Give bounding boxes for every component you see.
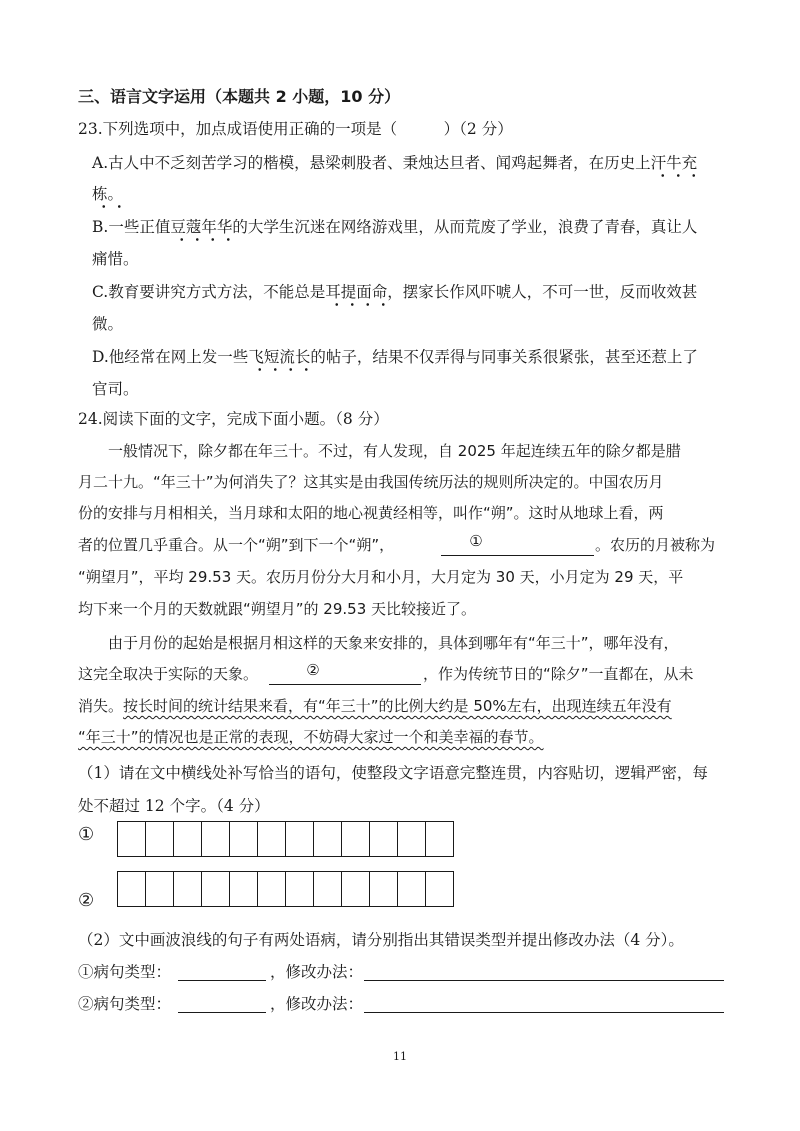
grid-cell[interactable] (230, 872, 258, 906)
answer-1-fix-label: ，修改办法： (270, 963, 364, 981)
answer-1-num: ① (78, 963, 94, 981)
grid-cell[interactable] (118, 822, 146, 856)
grid-cell[interactable] (398, 822, 426, 856)
option-a-idiom-end: 栋。 (92, 185, 124, 203)
passage-p1-line5: “朔望月”，平均 29.53 天。农历月份分大月和小月，大月定为 30 天，小月定为 29 天，平 (78, 568, 684, 586)
option-a-text: A.古人中不乏刻苦学习的楷模，悬梁刺股者、秉烛达旦者、闻鸡起舞者，在历史上 (92, 154, 651, 172)
option-d-line1: D.他经常在网上发一些飞短流长的帖子，结果不仅弄得与同事关系很紧张，甚至还惹上了 (92, 348, 698, 366)
blank-1-label: ① (469, 532, 483, 550)
grid-cell[interactable] (258, 872, 286, 906)
answer-2-fix-label: ，修改办法： (270, 995, 364, 1013)
option-b-idiom: 豆蔻年华 (170, 218, 233, 236)
passage-p1-line3: 份的安排与月相相关，当月球和太阳的地心视黄经相等，叫作“朔”。这时从地球上看，两 (78, 504, 664, 522)
option-d-idiom: 飞短流长 (248, 348, 311, 366)
option-d-line2: 官司。 (92, 380, 139, 398)
grid-cell[interactable] (314, 872, 342, 906)
question-24-stem: 24.阅读下面的文字，完成下面小题。（8 分） (78, 410, 389, 428)
option-c-idiom: 耳提面命 (325, 283, 388, 301)
answer-grid-1[interactable] (117, 821, 454, 857)
option-a-line2 (92, 183, 123, 205)
grid-cell[interactable] (342, 822, 370, 856)
passage-p1-line2: 月二十九。“年三十”为何消失了？这其实是由我国传统历法的规则所决定的。中国农历月 (78, 473, 664, 491)
grid-cell[interactable] (426, 822, 454, 856)
sub-question-1-line1: （1）请在文中横线处补写恰当的语句，使整段文字语意完整连贯，内容贴切，逻辑严密，每 (78, 764, 708, 782)
option-b-line1: B.一些正值豆蔻年华的大学生沉迷在网络游戏里，从而荒废了学业，浪费了青春，真让人 (92, 218, 698, 236)
grid-cell[interactable] (258, 822, 286, 856)
grid-1-label: ① (78, 824, 95, 845)
wavy-sentence-part1: 按长时间的统计结果来看，有“年三十”的比例大约是 50%左右，出现连续五年没有 (123, 697, 672, 715)
answer-row-1 (78, 961, 171, 983)
answer-1-fix-blank[interactable] (364, 980, 724, 981)
option-a-idiom: 汗牛充 (650, 154, 698, 172)
section-title: 三、语言文字运用（本题共 2 小题，10 分） (78, 87, 401, 106)
answer-2-fix-blank[interactable] (364, 1012, 724, 1013)
grid-cell[interactable] (118, 872, 146, 906)
grid-cell[interactable] (286, 822, 314, 856)
passage-p2-line3: 消失。按长时间的统计结果来看，有“年三十”的比例大约是 50%左右，出现连续五年没有 (78, 697, 672, 715)
option-b-line2: 痛惜。 (92, 250, 139, 268)
grid-cell[interactable] (426, 872, 454, 906)
passage-p2-line4 (78, 726, 544, 748)
sub-question-1-line2: 处不超过 12 个字。（4 分） (78, 797, 270, 815)
grid-cell[interactable] (146, 822, 174, 856)
grid-cell[interactable] (286, 872, 314, 906)
grid-cell[interactable] (230, 822, 258, 856)
answer-row-2 (78, 993, 171, 1015)
passage-p2-line1: 由于月份的起始是根据月相这样的天象来安排的，具体到哪年有“年三十”，哪年没有， (78, 634, 679, 652)
grid-cell[interactable] (202, 872, 230, 906)
option-a-line1 (92, 152, 697, 174)
grid-cell[interactable] (370, 872, 398, 906)
option-c-line1: C.教育要讲究方式方法，不能总是耳提面命，摆家长作风吓唬人，不可一世，反而收效甚 (92, 283, 698, 301)
grid-cell[interactable] (174, 822, 202, 856)
grid-cell[interactable] (202, 822, 230, 856)
answer-1-type-label: 病句类型： (93, 963, 172, 981)
wavy-sentence-part2: “年三十”的情况也是正常的表现，不妨碍大家过一个和美幸福的春节。 (78, 728, 544, 746)
grid-cell[interactable] (146, 872, 174, 906)
grid-cell[interactable] (342, 872, 370, 906)
passage-p1-line4a: 者的位置几乎重合。从一个“朔”到下一个“朔”， (78, 536, 395, 554)
option-c-line2: 微。 (92, 315, 124, 333)
passage-p1-line6: 均下来一个月的天数就跟“朔望月”的 29.53 天比较接近了。 (78, 600, 477, 618)
answer-grid-2[interactable] (117, 871, 454, 907)
passage-p1-line4b: 。农历的月被称为 (595, 536, 716, 554)
blank-2-line[interactable] (269, 683, 421, 685)
grid-2-label: ② (78, 890, 95, 911)
answer-2-num: ② (78, 995, 94, 1013)
passage-p1-line1: 一般情况下，除夕都在年三十。不过，有人发现，自 2025 年起连续五年的除夕都是腊 (78, 442, 681, 460)
page-number: 11 (393, 1050, 407, 1063)
answer-2-type-blank[interactable] (178, 1012, 266, 1013)
grid-cell[interactable] (174, 872, 202, 906)
passage-p2-line2a: 这完全取决于实际的天象。 (78, 665, 259, 683)
blank-2-label: ② (306, 661, 320, 679)
passage-p2-line2b: ，作为传统节日的“除夕”一直都在，从未 (423, 665, 694, 683)
question-23-stem: 23.下列选项中，加点成语使用正确的一项是（ ）（2 分） (78, 120, 513, 138)
answer-2-type-label: 病句类型： (93, 995, 172, 1013)
sub-question-2: （2）文中画波浪线的句子有两处语病，请分别指出其错误类型并提出修改办法（4 分）。 (78, 931, 684, 949)
blank-1-line[interactable] (441, 554, 594, 556)
answer-1-type-blank[interactable] (178, 980, 266, 981)
grid-cell[interactable] (314, 822, 342, 856)
grid-cell[interactable] (398, 872, 426, 906)
grid-cell[interactable] (370, 822, 398, 856)
